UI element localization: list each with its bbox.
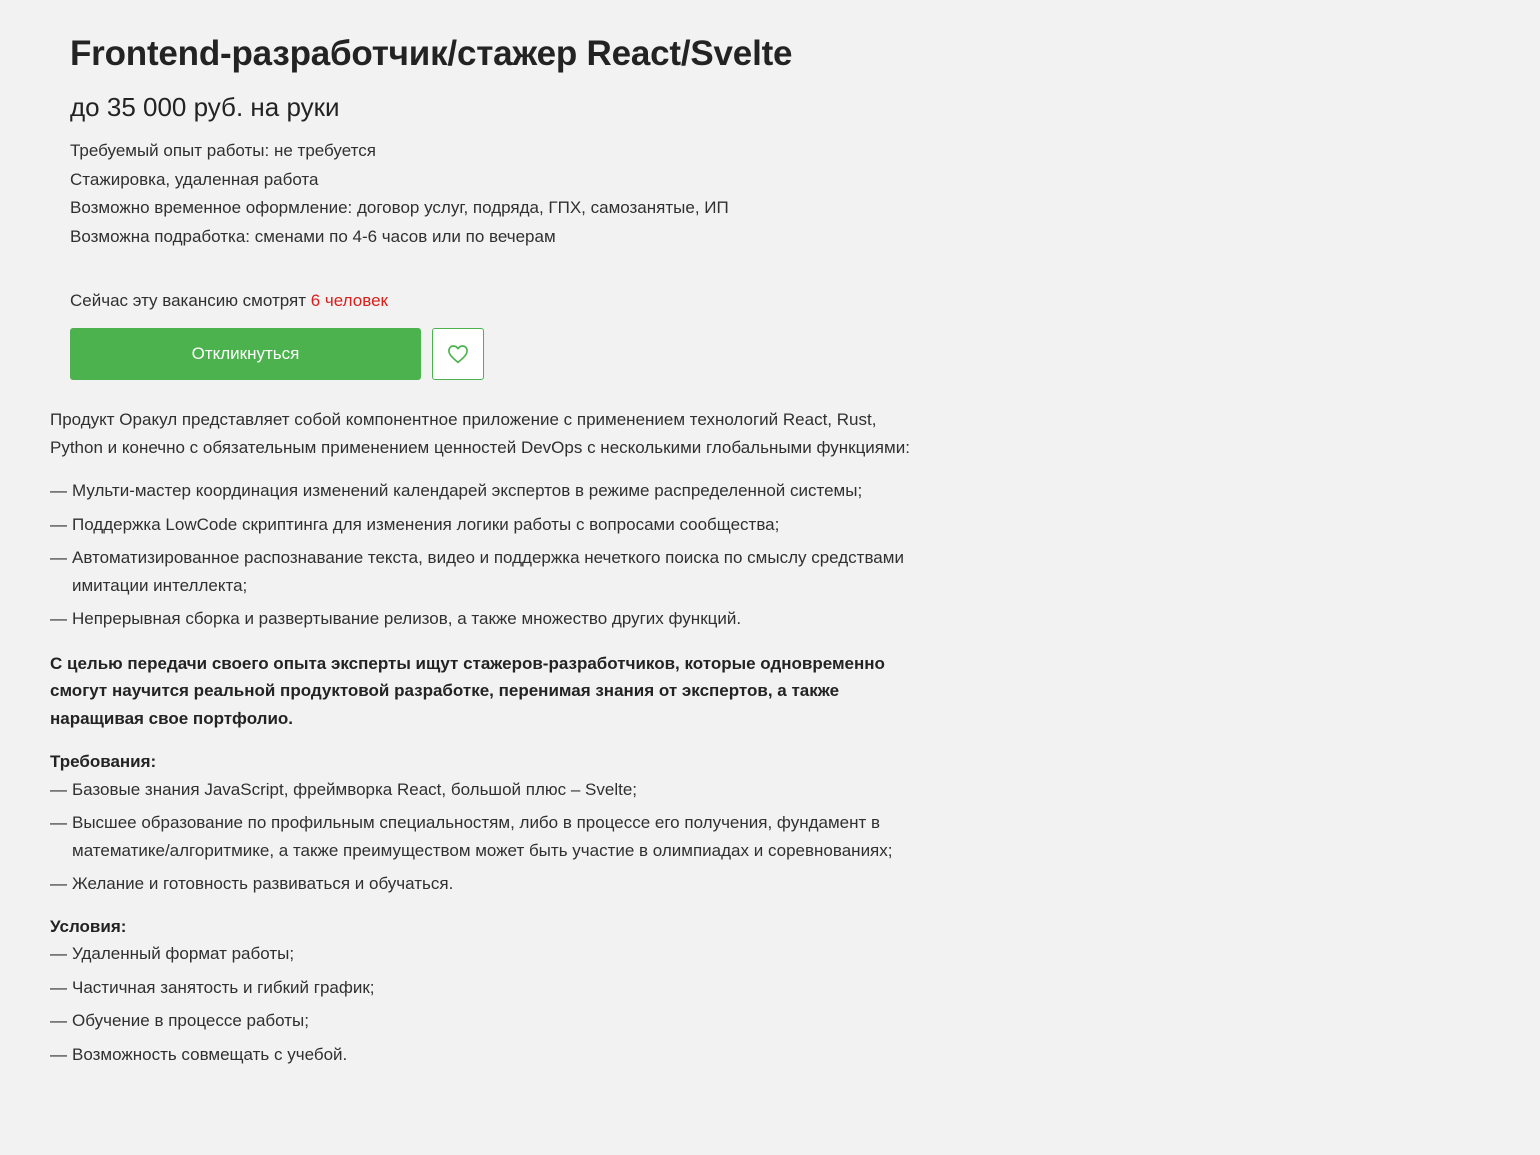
vacancy-header [70,30,1070,251]
list-item: — Базовые знания JavaScript, фреймворка React, большой плюс – Svelte; [50,776,910,804]
respond-button[interactable]: Откликнуться [70,328,421,380]
favorite-button[interactable] [432,328,484,380]
conditions-list [50,940,910,1068]
fact-part-time: Возможна подработка: сменами по 4-6 часов или по вечерам [70,226,556,246]
list-item: — Мульти-мастер координация изменений календарей экспертов в режиме распределенной системы; [50,477,910,505]
viewers-info [70,287,388,315]
list-item: — Возможность совмещать с учебой. [50,1041,910,1069]
vacancy-actions [70,328,484,380]
viewers-prefix: Сейчас эту вакансию смотрят [70,291,306,310]
fact-employment: Стажировка, удаленная работа [70,169,319,189]
vacancy-facts [70,137,1070,251]
requirements-title: Требования: [50,752,157,771]
fact-contract: Возможно временное оформление: договор услуг, подряда, ГПХ, самозанятые, ИП [70,198,729,217]
list-item: — Желание и готовность развиваться и обучаться. [50,870,910,898]
viewers-count: 6 человек [310,291,388,310]
list-item: — Обучение в процессе работы; [50,1007,910,1035]
list-item: — Частичная занятость и гибкий график; [50,974,910,1002]
vacancy-salary: до 35 000 руб. на руки [70,92,340,122]
features-list [50,477,910,633]
list-item: — Высшее образование по профильным специальностям, либо в процессе его получения, фундамент в математике/алгоритмике, а также преимуществом может быть участие в олимпиадах и соревнованиях; [50,809,910,864]
list-item: — Непрерывная сборка и развертывание релизов, а также множество других функций. [50,605,910,633]
heart-outline-icon [447,344,469,364]
description-goal: С целью передачи своего опыта эксперты ищут стажеров-разработчиков, которые одновременно смогут научится реальной продуктовой разработке, перенимая знания от экспертов, а также наращивая свое портфолио. [50,653,885,728]
conditions-title: Условия: [50,916,127,936]
fact-experience: Требуемый опыт работы: не требуется [70,141,376,160]
list-item: — Поддержка LowCode скриптинга для изменения логики работы с вопросами сообщества; [50,511,910,539]
vacancy-description [50,406,910,1068]
list-item: — Удаленный формат работы; [50,940,910,968]
list-item: — Автоматизированное распознавание текста, видео и поддержка нечеткого поиска по смыслу средствами имитации интеллекта; [50,544,910,599]
requirements-list [50,776,910,898]
vacancy-title: Frontend-разработчик/стажер React/Svelte [70,34,793,73]
description-intro: Продукт Оракул представляет собой компонентное приложение с применением технологий React, Rust, Python и конечно с обязательным применением ценностей DevOps с несколькими глобальными функциями: [50,410,910,457]
